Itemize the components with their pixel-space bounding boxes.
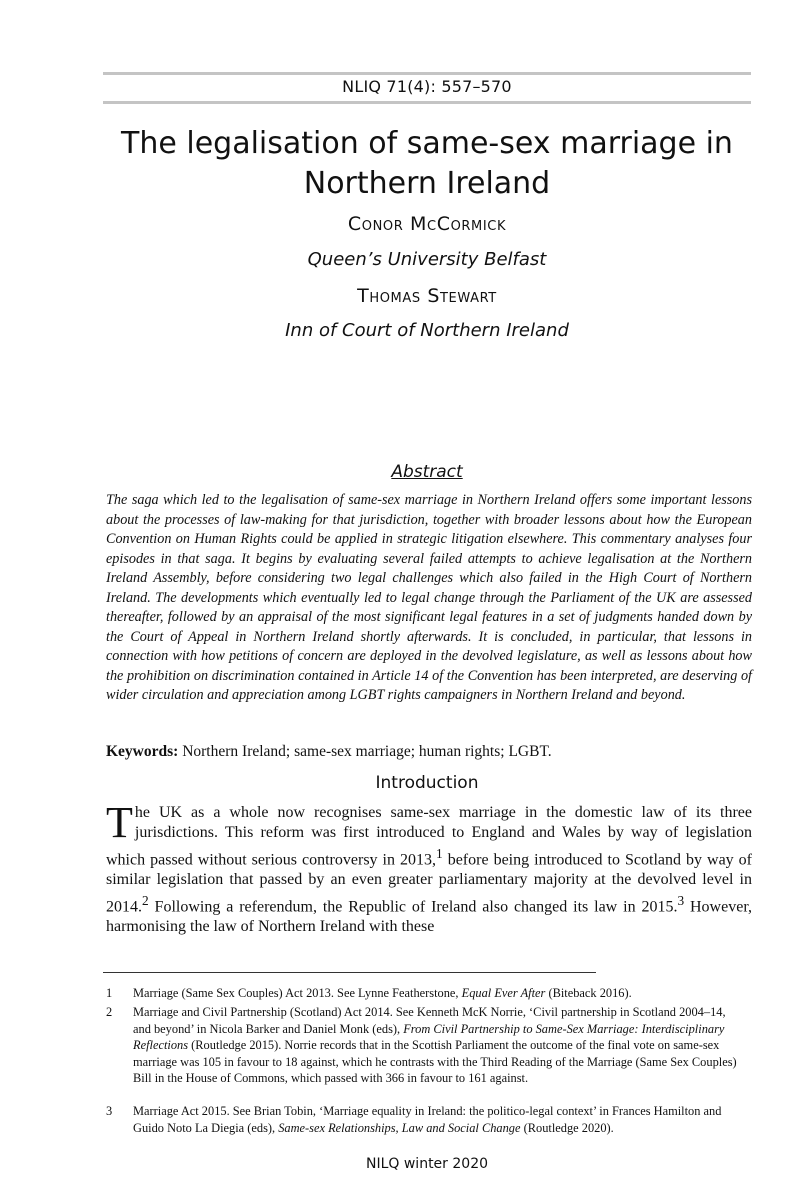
- introduction-paragraph: [106, 798, 753, 937]
- footnote-ref-2[interactable]: 2: [142, 892, 149, 908]
- author-affiliation: Queen’s University Belfast: [307, 249, 547, 270]
- footnote-number: 3: [106, 1104, 113, 1118]
- footnote-text-part: Marriage Act 2015. See Brian Tobin, ‘Marriage equality in Ireland: the politico-legal context’ in Frances Hamilton and Guido Noto La Diegia (eds),: [133, 1104, 722, 1135]
- footnote-text-part: Marriage (Same Sex Couples) Act 2013. See Lynne Featherstone,: [133, 986, 462, 1000]
- article-title-line-1: The legalisation of same-sex marriage in: [121, 126, 733, 161]
- keywords-text: Northern Ireland; same-sex marriage; human rights; LGBT.: [182, 743, 552, 760]
- footnote-separator: [103, 972, 596, 973]
- footnote-number: 2: [106, 1005, 113, 1019]
- footnote-text-part: (Biteback 2016).: [545, 986, 632, 1000]
- footnote-3: [106, 1103, 746, 1136]
- footnote-1: [106, 985, 746, 1002]
- page-footer: NILQ winter 2020: [365, 1156, 489, 1172]
- author-affiliation: Inn of Court of Northern Ireland: [285, 320, 569, 341]
- footnote-text-part: Marriage and Civil Partnership (Scotland) Act 2014. See Kenneth McK Norrie, ‘Civil partnership in Scotland 2004–14, and beyond’ in Nicola Barker and Daniel Monk (eds),: [133, 1005, 726, 1036]
- keywords-label: Keywords:: [106, 743, 179, 760]
- footnote-ref-3[interactable]: 3: [677, 892, 685, 908]
- author-name: Conor McCormick: [347, 213, 507, 235]
- footnote-text: [133, 1103, 746, 1136]
- intro-text-part: Following a referendum, the Republic of Ireland also changed its law in 2015.: [148, 897, 678, 915]
- footnote-cited-title: From Civil Partnership to Same-Sex Marriage: Interdisciplinary Reflections: [133, 1021, 725, 1052]
- footnote-ref-1[interactable]: 1: [436, 845, 443, 861]
- footnote-text-part: (Routledge 2020).: [520, 1120, 614, 1135]
- header-rule-top: [103, 72, 751, 75]
- intro-text-part: However, harmonising the law of Northern Ireland with these: [106, 897, 753, 936]
- abstract-heading: Abstract: [391, 462, 463, 482]
- article-title-line-2: Northern Ireland: [303, 166, 551, 201]
- abstract-text: The saga which led to the legalisation of same-sex marriage in Northern Ireland offers some important lessons about the processes of law-making for that jurisdiction, together with broader lessons about how the European Convention on Human Rights could be applied in strategic litigation elsewhere. This commentary analyses four episodes in that saga. It begins by evaluating several failed attempts to achieve legalisation at the Northern Ireland Assembly, before considering two legal challenges which also failed in the High Court of Northern Ireland. The developments which eventually led to legal change through the Parliament of the UK are assessed thereafter, followed by an appraisal of the most significant legal features in a set of judgments handed down by the Court of Appeal in Northern Ireland shortly afterwards. It is concluded, in particular, that lessons in connection with how petitions of concern are deployed in the devolved legislature, as well as lessons about how the prohibition on discrimination contained in Article 14 of the Convention has been interpreted, are deserving of wider circulation and appreciation among LGBT rights campaigners in Northern Ireland and beyond.: [106, 492, 752, 703]
- footnote-text: [133, 985, 746, 1002]
- section-heading-introduction: Introduction: [375, 773, 479, 793]
- footnote-cited-title: Same-sex Relationships, Law and Social Change: [278, 1120, 521, 1135]
- intro-text-part: he UK as a whole now recognises same-sex marriage in the domestic law of its three jurisdictions. This reform was first introduced to England and Wales by way of legislation which passed without serious controversy in 2013,: [106, 804, 752, 868]
- footnote-text-part: (Routledge 2015). Norrie records that in the Scottish Parliament the outcome of the final vote on same-sex marriage was 105 in favour to 18 against, which he contrasts with the Third Reading of the Marriage (Same Sex Couples) Bill in the House of Commons, which passed with 366 in favour to 161 against.: [133, 1038, 737, 1085]
- footnote-text: [133, 1004, 746, 1087]
- footnote-number: 1: [106, 986, 113, 1000]
- footnote-cited-title: Equal Ever After: [461, 986, 546, 1000]
- journal-reference: NLIQ 71(4): 557–570: [342, 77, 512, 96]
- header-rule-bottom: [103, 101, 751, 104]
- intro-text-part: before being introduced to Scotland by way of similar legislation that passed by an even greater parliamentary majority at the devolved level in 2014.: [106, 850, 753, 915]
- drop-cap: T: [106, 798, 133, 847]
- author-name: Thomas Stewart: [357, 285, 497, 307]
- footnote-2: [106, 1004, 746, 1087]
- article-title: [103, 124, 751, 204]
- keywords: [106, 742, 752, 762]
